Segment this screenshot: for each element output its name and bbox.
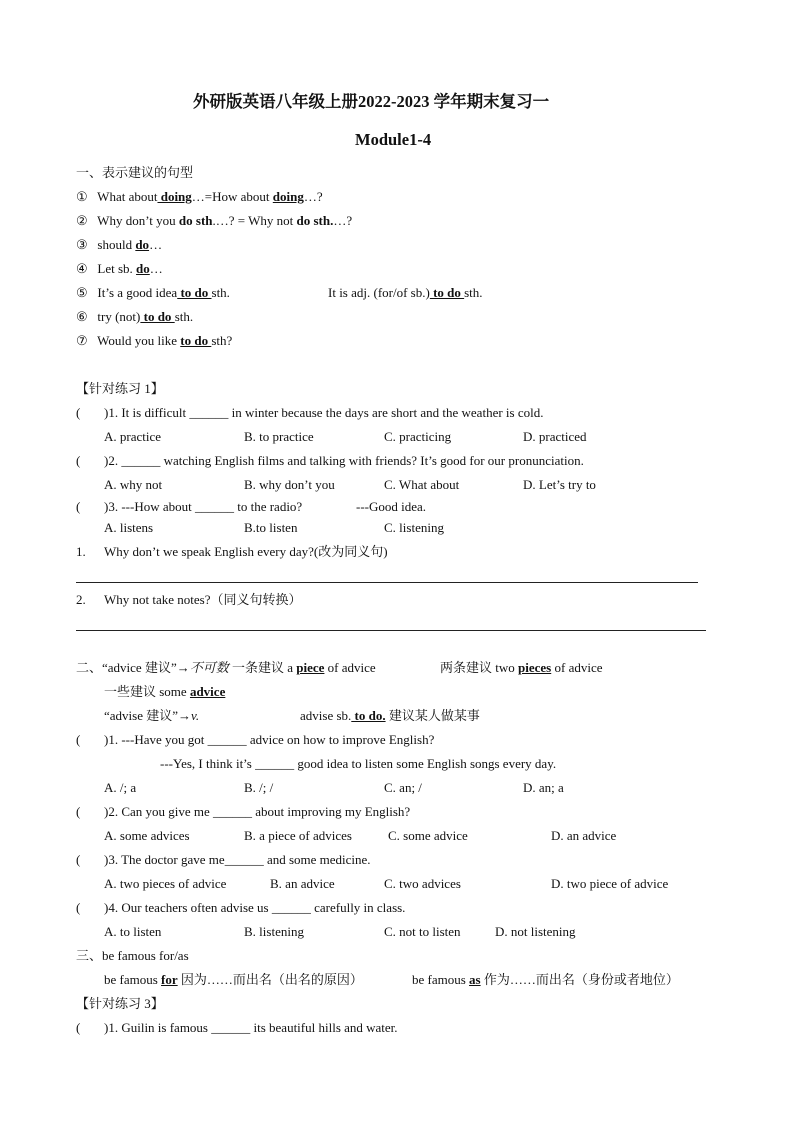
pattern-number: ③ xyxy=(76,237,88,252)
page-title: 外研版英语八年级上册2022-2023 学年期末复习一 xyxy=(193,92,550,111)
page-subtitle: Module1-4 xyxy=(355,130,432,149)
pattern-text: sth. xyxy=(174,309,194,324)
pattern-number: ⑥ xyxy=(76,309,88,324)
transform-question: Why not take notes?（同义句转换） xyxy=(104,592,302,607)
example-text: of advice xyxy=(551,660,603,675)
pattern-4 xyxy=(76,261,163,277)
keyword: piece xyxy=(296,660,325,675)
example-text: 一条建议 a xyxy=(228,660,297,675)
keyword: to do. xyxy=(351,708,386,723)
option-b: B. to practice xyxy=(244,429,314,444)
question-stem: )1. It is difficult ______ in winter because the days are short and the weather is cold. xyxy=(104,405,544,420)
pattern-text: .…? = Why not xyxy=(212,213,297,228)
pattern-7 xyxy=(76,333,232,349)
keyword: to do xyxy=(180,333,212,348)
answer-line xyxy=(76,582,698,583)
section-2-line-3b xyxy=(300,708,480,724)
section-3-heading: 三、be famous for/as xyxy=(76,948,189,963)
option-c: C. some advice xyxy=(388,828,468,843)
option-d: D. Let’s try to xyxy=(523,477,596,492)
pattern-text: It is adj. (for/of sb.) xyxy=(328,285,430,300)
pattern-number: ⑦ xyxy=(76,333,88,348)
example-text: of advice xyxy=(324,660,376,675)
question-stem: )2. ______ watching English films and talking with friends? It’s good for our pronunciation. xyxy=(104,453,584,468)
keyword: to do xyxy=(140,309,175,324)
option-b: B. listening xyxy=(244,924,304,939)
question-reply: ---Good idea. xyxy=(356,499,427,514)
pattern-2 xyxy=(76,213,352,229)
keyword: pieces xyxy=(518,660,552,675)
option-c: C. an; / xyxy=(384,780,422,795)
pattern-5b xyxy=(328,285,483,301)
example-text: advise sb. xyxy=(300,708,352,723)
pattern-6 xyxy=(76,309,193,325)
option-c: C. listening xyxy=(384,520,444,535)
section-3-line-1b xyxy=(412,972,679,988)
note: v. xyxy=(191,708,200,723)
example-text: 两条建议 two xyxy=(440,660,519,675)
keyword: advice xyxy=(189,684,226,699)
pattern-5 xyxy=(76,285,230,301)
example-text: “advise 建议”→ xyxy=(104,708,192,723)
option-b: B. a piece of advices xyxy=(244,828,352,843)
option-a: A. /; a xyxy=(104,780,137,795)
example-text: 建议某人做某事 xyxy=(385,708,480,723)
pattern-1 xyxy=(76,189,323,205)
option-c: C. two advices xyxy=(384,876,461,891)
option-c: C. What about xyxy=(384,477,460,492)
pattern-text: … xyxy=(149,261,163,276)
keyword: doing xyxy=(157,189,192,204)
keyword: for xyxy=(161,972,178,987)
pattern-text: Why don’t you xyxy=(97,213,179,228)
option-a: A. practice xyxy=(104,429,162,444)
question-stem: )3. ---How about ______ to the radio? xyxy=(104,499,303,514)
option-a: A. to listen xyxy=(104,924,162,939)
option-a: A. listens xyxy=(104,520,154,535)
pattern-text: It’s a good idea xyxy=(97,285,178,300)
pattern-number: ④ xyxy=(76,261,88,276)
exercise-3-heading: 【针对练习 3】 xyxy=(76,996,164,1011)
keyword: to do xyxy=(429,285,465,300)
option-d: D. two piece of advice xyxy=(551,876,669,891)
pattern-text: sth. xyxy=(211,285,230,300)
option-a: A. two pieces of advice xyxy=(104,876,227,891)
pattern-number: ① xyxy=(76,189,88,204)
question-paren: ( xyxy=(76,732,81,747)
example-text: be famous xyxy=(412,972,470,987)
option-a: A. why not xyxy=(104,477,163,492)
example-text: be famous xyxy=(104,972,162,987)
pattern-text: try (not) xyxy=(97,309,141,324)
keyword: do sth. xyxy=(296,213,334,228)
pattern-number: ⑤ xyxy=(76,285,88,300)
exercise-1-heading: 【针对练习 1】 xyxy=(76,381,164,396)
question-paren: ( xyxy=(76,852,81,867)
note: 不可数 xyxy=(189,660,229,675)
question-stem: )1. Guilin is famous ______ its beautiful hills and water. xyxy=(104,1020,398,1035)
question-stem: )3. The doctor gave me______ and some medicine. xyxy=(104,852,371,867)
pattern-3 xyxy=(76,237,162,253)
pattern-text: sth? xyxy=(211,333,233,348)
question-paren: ( xyxy=(76,405,81,420)
option-d: D. an advice xyxy=(551,828,617,843)
option-c: C. practicing xyxy=(384,429,452,444)
example-text: 一些建议 some xyxy=(104,684,190,699)
question-stem: )1. ---Have you got ______ advice on how to improve English? xyxy=(104,732,435,747)
keyword: do xyxy=(135,237,150,252)
option-a: A. some advices xyxy=(104,828,190,843)
transform-number: 2. xyxy=(76,592,86,607)
question-stem: )2. Can you give me ______ about improving my English? xyxy=(104,804,411,819)
question-paren: ( xyxy=(76,900,81,915)
option-d: D. practiced xyxy=(523,429,587,444)
question-paren: ( xyxy=(76,804,81,819)
option-d: D. not listening xyxy=(495,924,576,939)
option-b: B. /; / xyxy=(244,780,274,795)
keyword: as xyxy=(469,972,481,987)
section-2-line-3 xyxy=(104,708,199,724)
question-reply: ---Yes, I think it’s ______ good idea to listen some English songs every day. xyxy=(160,756,557,771)
pattern-number: ② xyxy=(76,213,88,228)
section-2-line-1 xyxy=(76,660,376,676)
answer-line xyxy=(76,630,706,631)
section-1-heading: 一、表示建议的句型 xyxy=(76,165,194,180)
section-2-heading: 二、“advice 建议”→ xyxy=(76,660,190,675)
example-text: 因为……而出名（出名的原因） xyxy=(177,972,363,987)
pattern-text: Would you like xyxy=(97,333,181,348)
pattern-text: … xyxy=(149,237,163,252)
section-2-line-1b xyxy=(440,660,603,676)
keyword: doing xyxy=(272,189,304,204)
pattern-text: sth. xyxy=(464,285,483,300)
pattern-text: …=How about xyxy=(191,189,273,204)
pattern-text: should xyxy=(97,237,136,252)
example-text: 作为……而出名（身份或者地位） xyxy=(480,972,679,987)
section-2-line-2 xyxy=(104,684,225,700)
question-paren: ( xyxy=(76,1020,81,1035)
option-b: B. an advice xyxy=(270,876,335,891)
pattern-text: …? xyxy=(333,213,353,228)
option-b: B.to listen xyxy=(244,520,298,535)
keyword: to do xyxy=(177,285,212,300)
section-3-line-1 xyxy=(104,972,363,988)
pattern-text: …? xyxy=(303,189,323,204)
keyword: do sth xyxy=(178,213,213,228)
question-stem: )4. Our teachers often advise us ______ carefully in class. xyxy=(104,900,406,915)
pattern-text: What about xyxy=(97,189,158,204)
keyword: do xyxy=(136,261,150,276)
option-c: C. not to listen xyxy=(384,924,461,939)
question-paren: ( xyxy=(76,499,81,514)
option-d: D. an; a xyxy=(523,780,564,795)
transform-question: Why don’t we speak English every day?(改为同义句) xyxy=(104,544,388,559)
question-paren: ( xyxy=(76,453,81,468)
transform-number: 1. xyxy=(76,544,86,559)
pattern-text: Let sb. xyxy=(97,261,137,276)
option-b: B. why don’t you xyxy=(244,477,335,492)
